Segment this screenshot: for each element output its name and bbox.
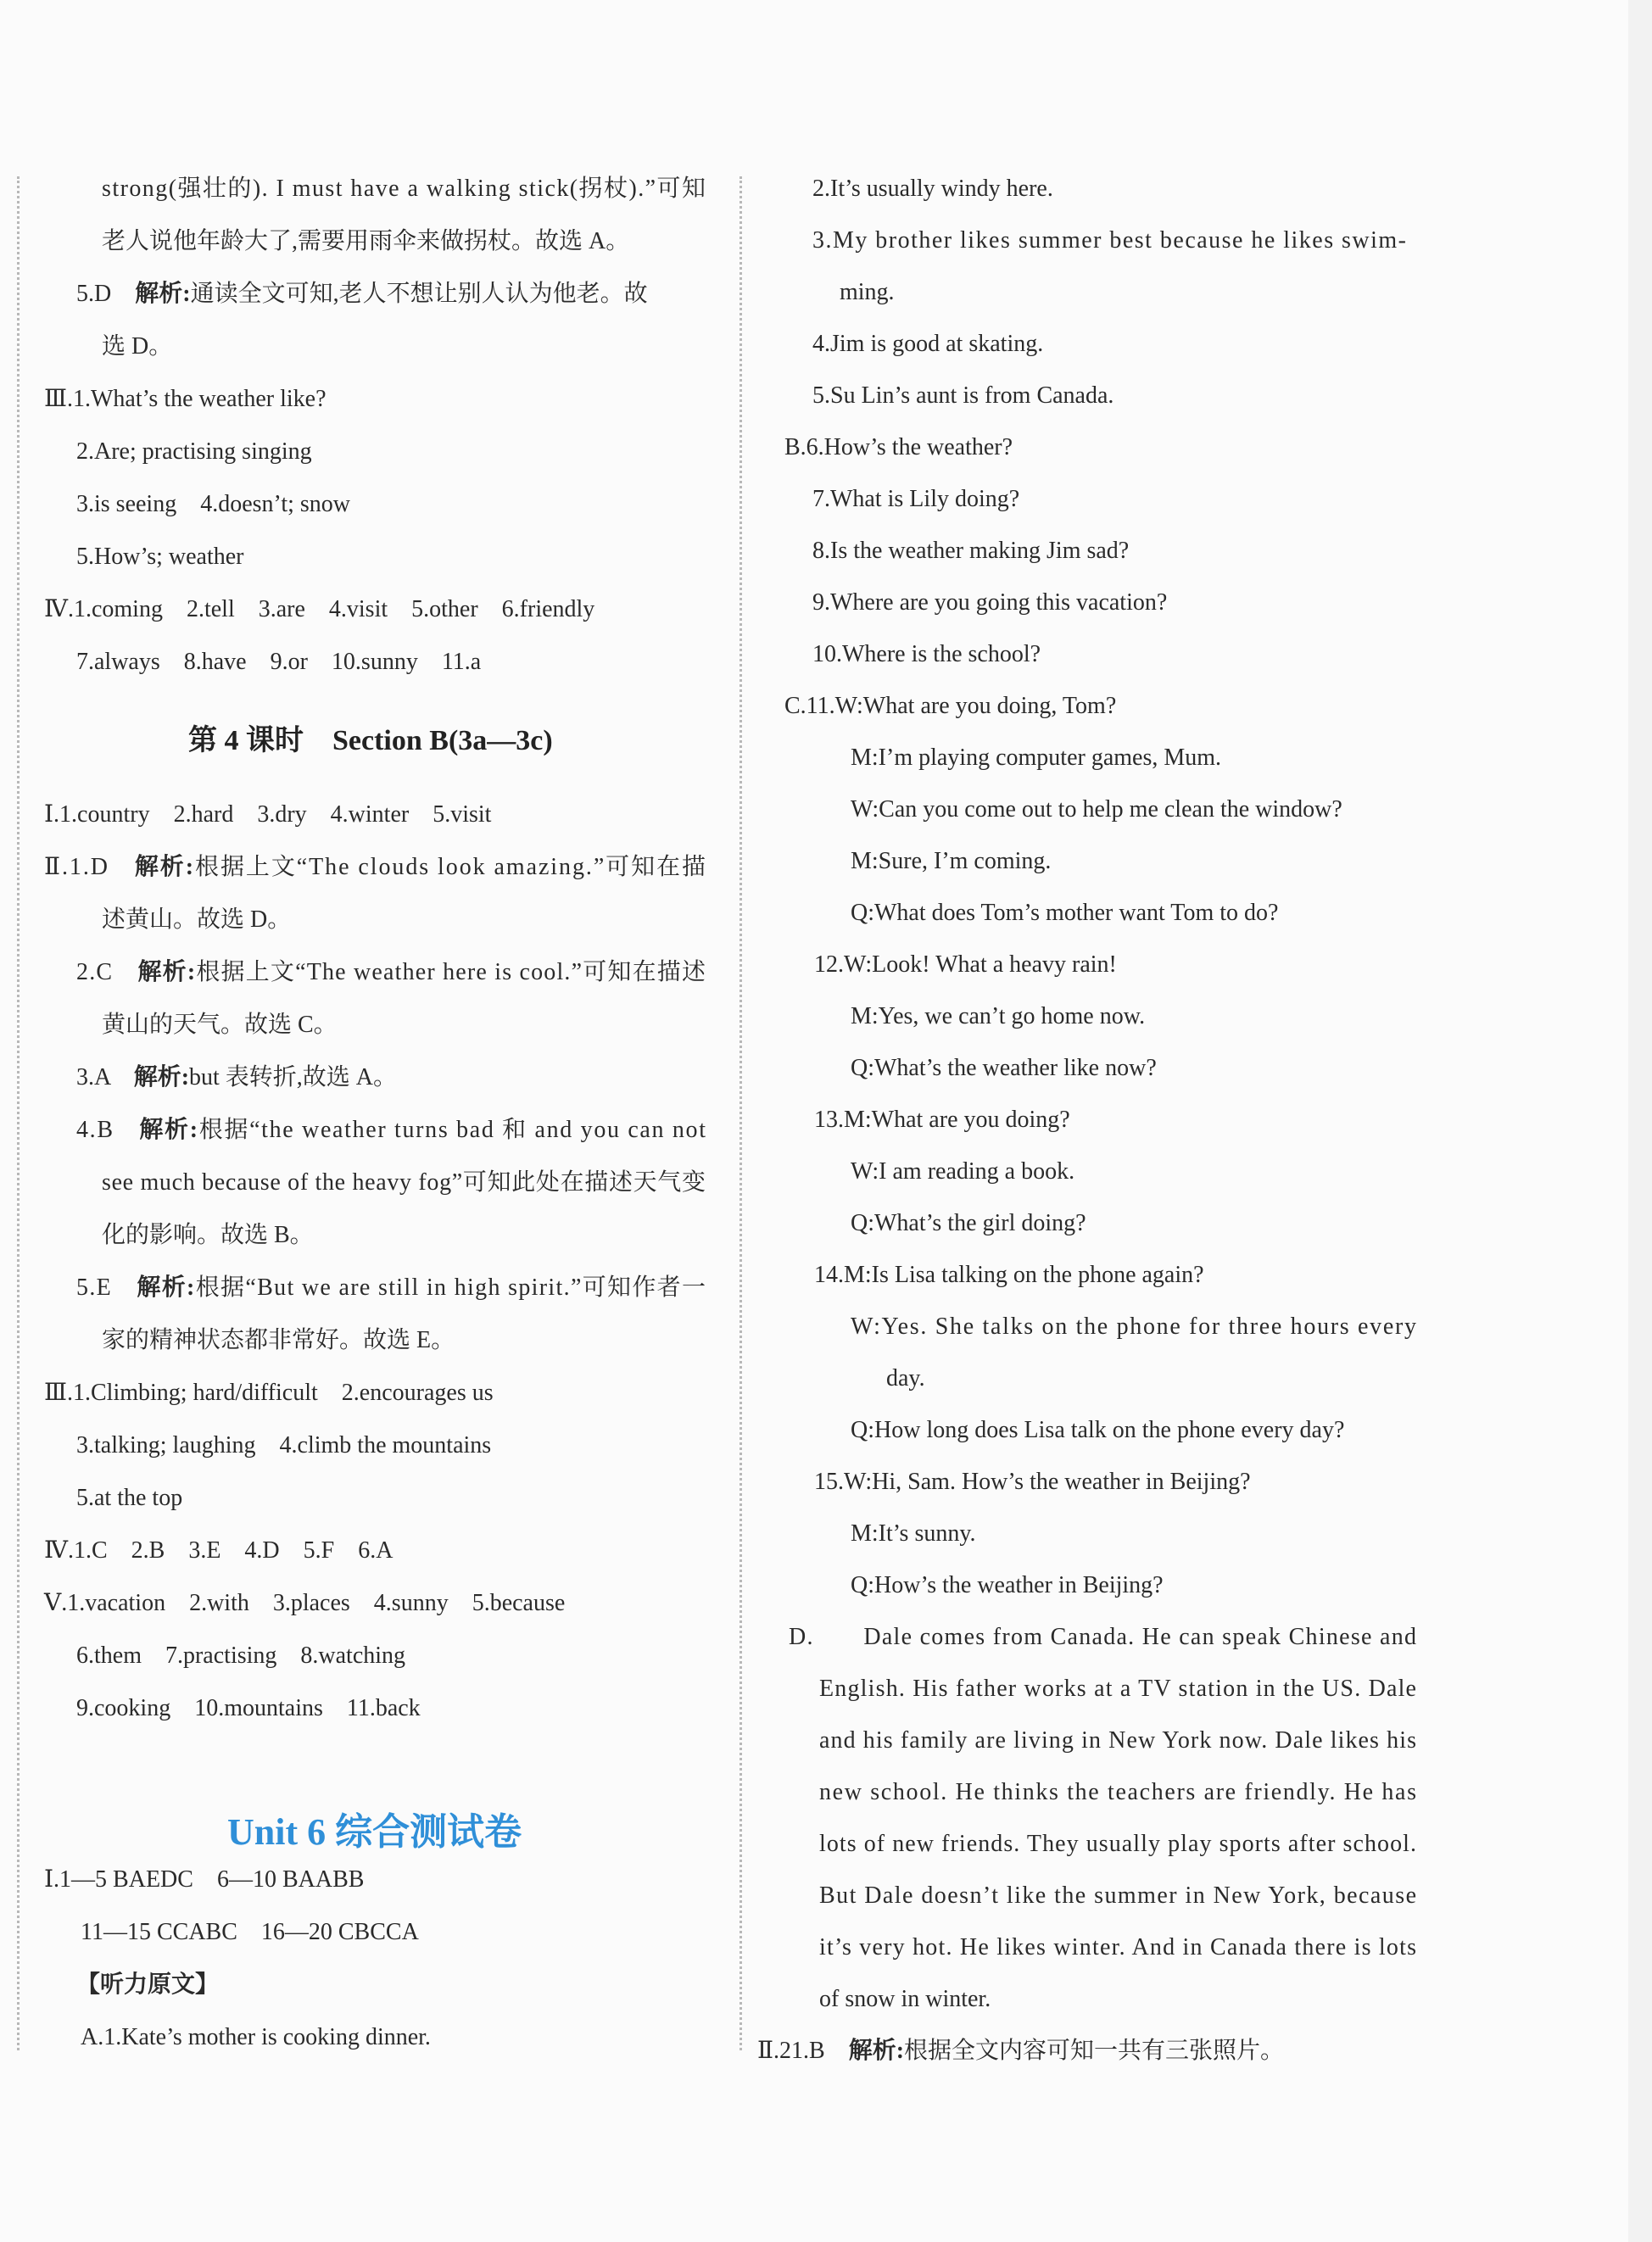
text-line: 3.is seeing 4.doesn’t; snow bbox=[76, 491, 351, 517]
text-line: C.11.W:What are you doing, Tom? bbox=[784, 693, 1117, 719]
text-run: 2.C bbox=[76, 959, 138, 985]
text-line: English. His father works at a TV station in the US. Dale bbox=[819, 1676, 1418, 1702]
text-line: M:Yes, we can’t go home now. bbox=[851, 1003, 1146, 1029]
text-line bbox=[76, 1271, 706, 1305]
text-line: W:I am reading a book. bbox=[851, 1158, 1075, 1185]
text-line: 13.M:What are you doing? bbox=[814, 1107, 1070, 1133]
text-line: Ⅰ.1—5 BAEDC 6—10 BAABB bbox=[44, 1866, 365, 1893]
text-run: 3.A bbox=[76, 1064, 134, 1090]
text-line: W:Yes. She talks on the phone for three hours every bbox=[851, 1313, 1418, 1340]
page-edge-shade bbox=[1628, 0, 1652, 2242]
text-line: D. Dale comes from Canada. He can speak Chinese and bbox=[789, 1624, 1418, 1650]
analysis-label: 解析: bbox=[135, 281, 191, 307]
text-line: of snow in winter. bbox=[819, 1986, 991, 2012]
text-line: Q:What does Tom’s mother want Tom to do? bbox=[851, 900, 1279, 926]
analysis-label: 解析: bbox=[137, 959, 197, 985]
unit-title: Unit 6 综合测试卷 bbox=[227, 1811, 522, 1853]
text-line: 家的精神状态都非常好。故选 E。 bbox=[102, 1327, 455, 1353]
text-line: 述黄山。故选 D。 bbox=[102, 906, 292, 933]
text-line: Q:What’s the weather like now? bbox=[851, 1055, 1157, 1081]
text-run: 5.E bbox=[76, 1274, 137, 1301]
text-line: Ⅰ.1.country 2.hard 3.dry 4.winter 5.visit bbox=[44, 801, 492, 828]
text-line: 老人说他年龄大了,需要用雨伞来做拐杖。故选 A。 bbox=[102, 228, 630, 254]
text-line: M:Sure, I’m coming. bbox=[851, 848, 1052, 874]
text-run: 根据全文内容可知一共有三张照片。 bbox=[904, 2038, 1285, 2064]
text-line: Ⅳ.1.coming 2.tell 3.are 4.visit 5.other 6.friendly bbox=[44, 596, 595, 622]
text-run: 5.D bbox=[76, 281, 136, 307]
text-line: 5.Su Lin’s aunt is from Canada. bbox=[812, 382, 1114, 409]
text-line: 5.at the top bbox=[76, 1485, 183, 1511]
text-line: 7.always 8.have 9.or 10.sunny 11.a bbox=[76, 649, 482, 675]
text-line bbox=[76, 1113, 707, 1147]
text-line: B.6.How’s the weather? bbox=[784, 434, 1013, 460]
text-line: Ⅴ.1.vacation 2.with 3.places 4.sunny 5.because bbox=[44, 1590, 566, 1616]
text-line bbox=[44, 851, 707, 884]
text-run: 根据上文“The weather here is cool.”可知在描述 bbox=[196, 959, 707, 985]
text-run: but 表转折,故选 A。 bbox=[189, 1064, 398, 1090]
text-line: and his family are living in New York now. Dale likes his bbox=[819, 1727, 1418, 1754]
text-line: strong(强壮的). I must have a walking stick(拐杖).”可知 bbox=[102, 176, 707, 202]
text-line: 9.Where are you going this vacation? bbox=[812, 589, 1168, 616]
text-line: 9.cooking 10.mountains 11.back bbox=[76, 1695, 421, 1721]
text-line bbox=[76, 1061, 397, 1095]
section-heading: 第 4 课时 Section B(3a—3c) bbox=[188, 725, 553, 756]
text-line: M:I’m playing computer games, Mum. bbox=[851, 745, 1222, 771]
text-line: 10.Where is the school? bbox=[812, 641, 1041, 667]
analysis-label: 解析: bbox=[133, 1064, 190, 1090]
text-line: Q:How’s the weather in Beijing? bbox=[851, 1572, 1164, 1598]
text-run: 4.B bbox=[76, 1117, 140, 1143]
text-line: it’s very hot. He likes winter. And in Canada there is lots bbox=[819, 1934, 1418, 1960]
analysis-label: 解析: bbox=[137, 1274, 196, 1301]
text-line: 2.Are; practising singing bbox=[76, 438, 312, 465]
analysis-label: 解析: bbox=[134, 854, 196, 880]
text-line: 黄山的天气。故选 C。 bbox=[102, 1012, 338, 1038]
text-line: 2.It’s usually windy here. bbox=[812, 176, 1053, 202]
text-run: 根据上文“The clouds look amazing.”可知在描 bbox=[195, 854, 707, 880]
text-line: W:Can you come out to help me clean the window? bbox=[851, 796, 1342, 823]
text-line: 3.My brother likes summer best because he likes swim- bbox=[812, 227, 1408, 254]
text-line: ming. bbox=[840, 279, 895, 305]
text-line: Ⅲ.1.What’s the weather like? bbox=[44, 386, 326, 412]
analysis-label: 解析: bbox=[139, 1117, 199, 1143]
text-line: 【听力原文】 bbox=[76, 1972, 220, 1998]
text-line bbox=[757, 2034, 1284, 2068]
text-line: Ⅳ.1.C 2.B 3.E 4.D 5.F 6.A bbox=[44, 1537, 393, 1564]
text-line bbox=[76, 956, 706, 990]
text-line: Q:How long does Lisa talk on the phone every day? bbox=[851, 1417, 1345, 1443]
text-line: But Dale doesn’t like the summer in New York, because bbox=[819, 1882, 1418, 1909]
text-line: 选 D。 bbox=[102, 333, 173, 360]
text-line: 14.M:Is Lisa talking on the phone again? bbox=[814, 1262, 1204, 1288]
text-line: 化的影响。故选 B。 bbox=[102, 1222, 314, 1248]
text-line: A.1.Kate’s mother is cooking dinner. bbox=[81, 2024, 431, 2050]
text-line: day. bbox=[886, 1365, 925, 1391]
text-line: 7.What is Lily doing? bbox=[812, 486, 1020, 512]
text-line: 5.How’s; weather bbox=[76, 544, 244, 570]
text-line bbox=[76, 277, 648, 311]
text-line: 4.Jim is good at skating. bbox=[812, 331, 1044, 357]
text-line: see much because of the heavy fog”可知此处在描述天气变 bbox=[102, 1169, 706, 1196]
text-run: Ⅱ.21.B bbox=[757, 2038, 849, 2064]
column-divider bbox=[739, 176, 742, 2050]
left-margin-rule bbox=[17, 176, 20, 2050]
text-line: 6.them 7.practising 8.watching bbox=[76, 1642, 406, 1669]
text-line: 12.W:Look! What a heavy rain! bbox=[814, 951, 1117, 978]
text-run: 根据“the weather turns bad 和 and you can not bbox=[198, 1117, 707, 1143]
text-line: Ⅲ.1.Climbing; hard/difficult 2.encourages us bbox=[44, 1380, 494, 1406]
text-line: new school. He thinks the teachers are friendly. He has bbox=[819, 1779, 1418, 1805]
text-line: 8.Is the weather making Jim sad? bbox=[812, 538, 1130, 564]
text-line: Q:What’s the girl doing? bbox=[851, 1210, 1086, 1236]
text-line: 15.W:Hi, Sam. How’s the weather in Beijing? bbox=[814, 1469, 1251, 1495]
text-line: lots of new friends. They usually play sports after school. bbox=[819, 1831, 1418, 1857]
text-line: 3.talking; laughing 4.climb the mountains bbox=[76, 1432, 492, 1458]
text-run: 通读全文可知,老人不想让别人认为他老。故 bbox=[190, 281, 648, 307]
text-run: Ⅱ.1.D bbox=[44, 854, 135, 880]
text-line: M:It’s sunny. bbox=[851, 1520, 976, 1547]
text-line: 11—15 CCABC 16—20 CBCCA bbox=[81, 1919, 419, 1945]
text-run: 根据“But we are still in high spirit.”可知作者一 bbox=[195, 1274, 707, 1301]
analysis-label: 解析: bbox=[848, 2038, 905, 2064]
